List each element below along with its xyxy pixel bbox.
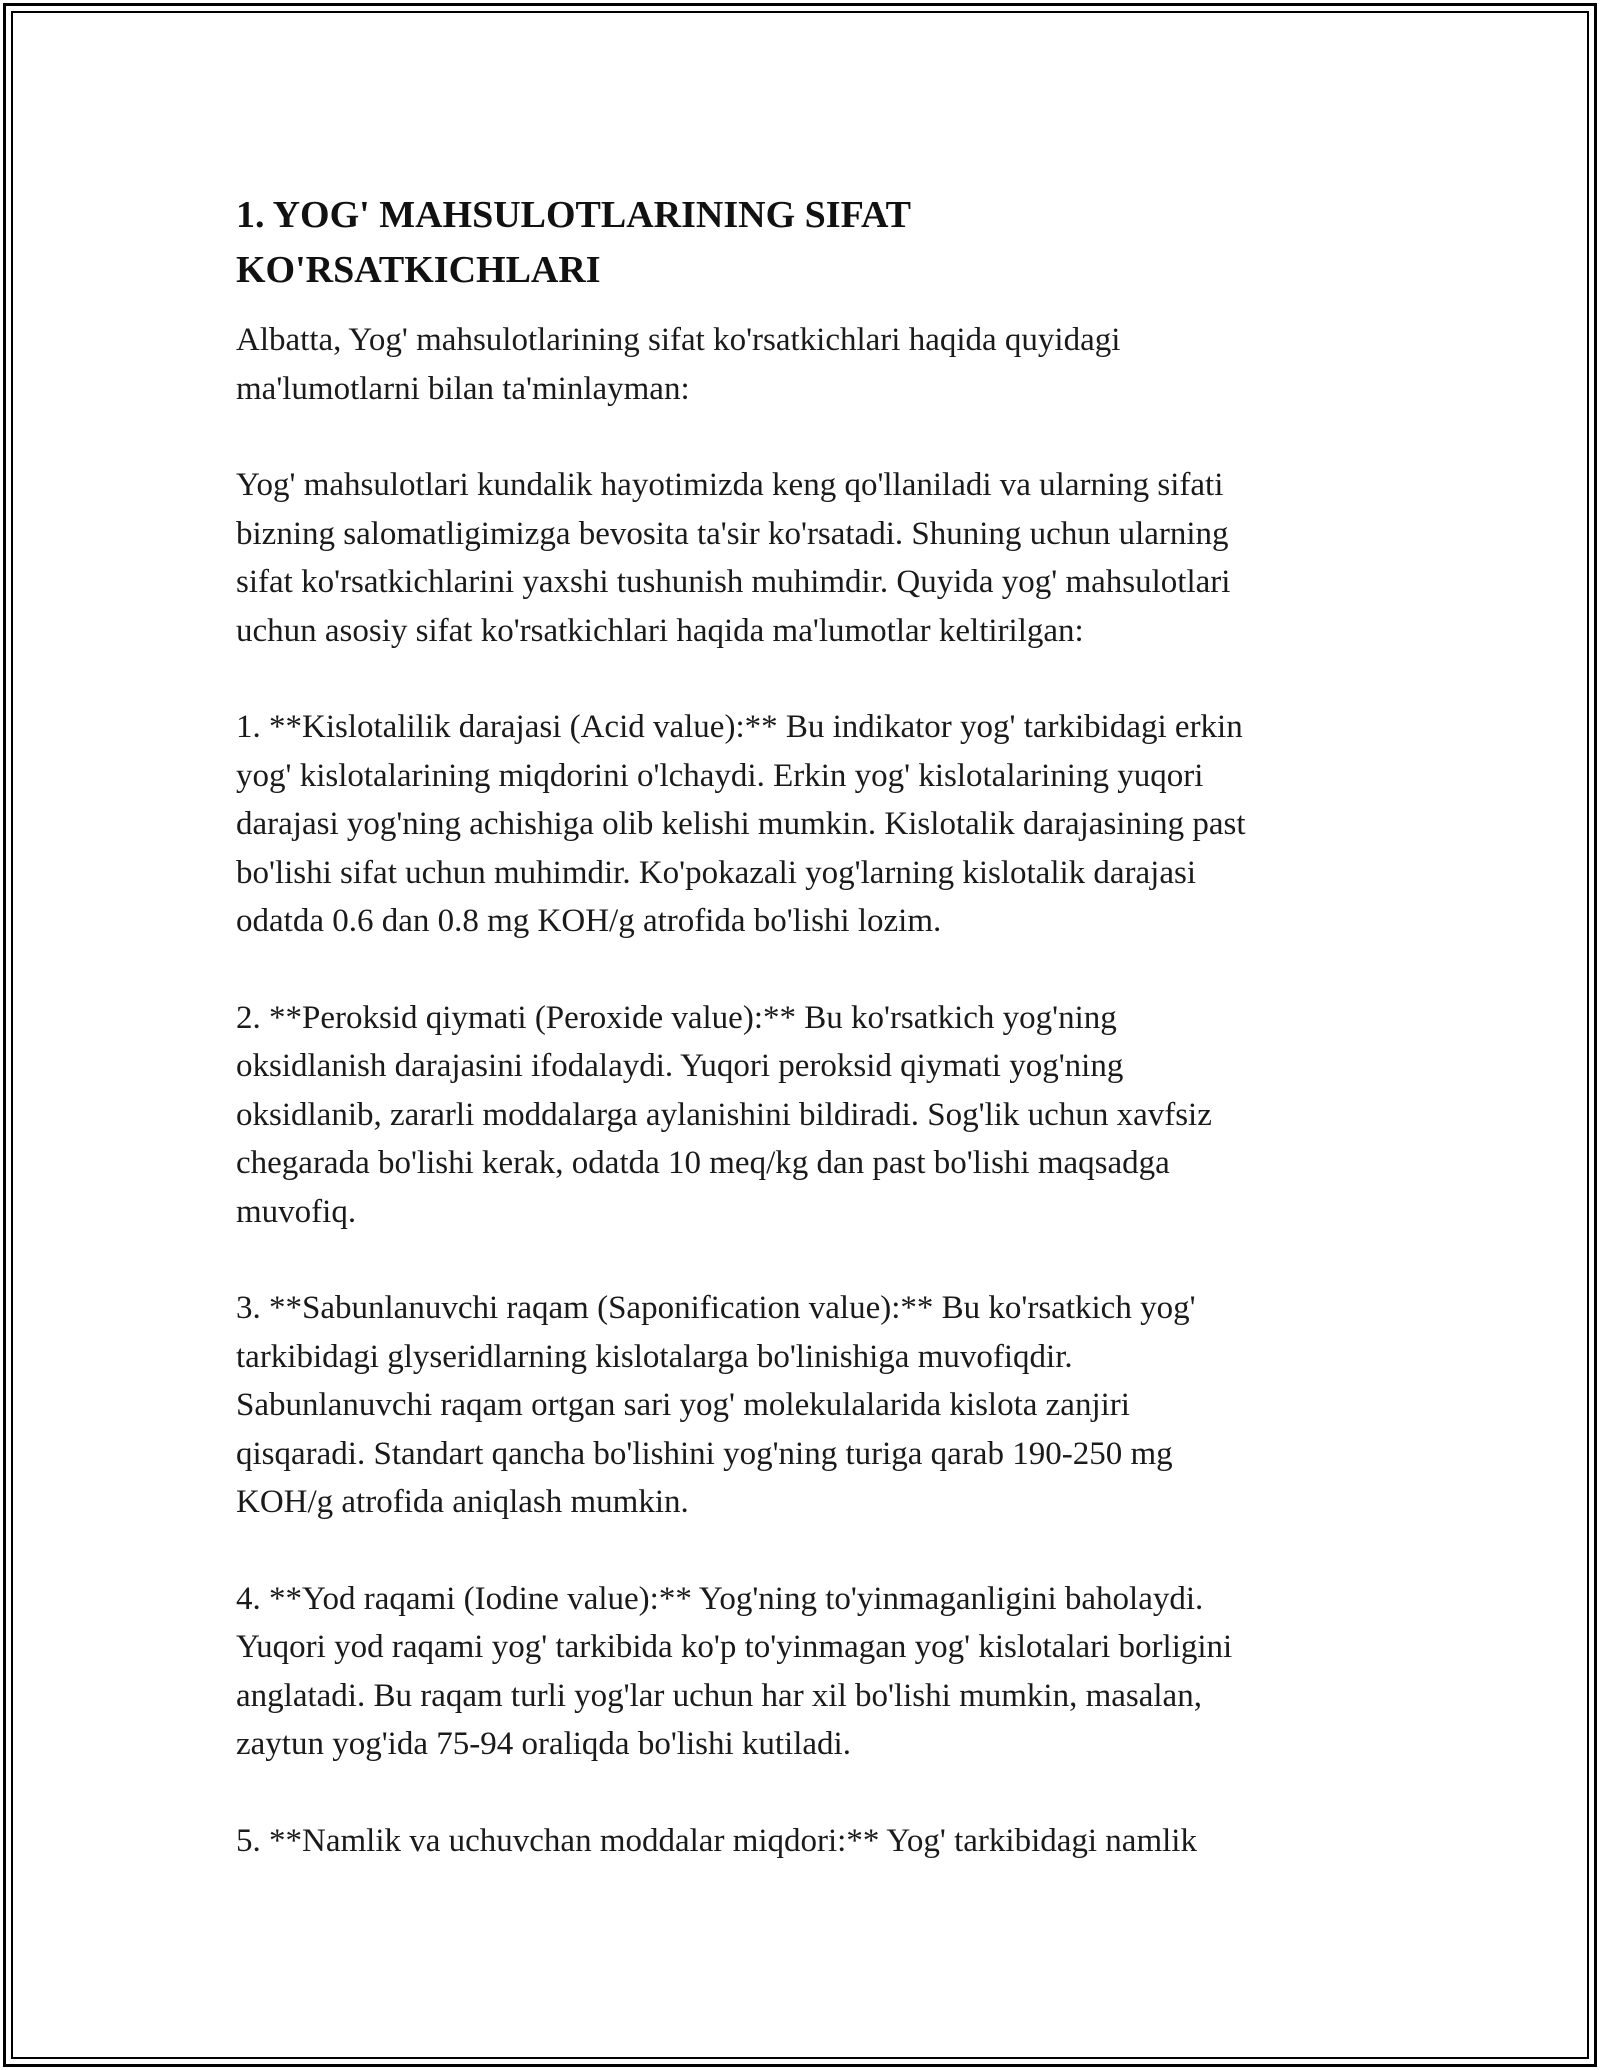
text-line: qisqaradi. Standart qancha bo'lishini yog'ning turiga qarab 190-250 mg	[236, 1435, 1173, 1472]
text-line: 1. **Kislotalilik darajasi (Acid value):** Bu indikator yog' tarkibidagi erkin	[236, 709, 1243, 745]
text-line: yog' kislotalarining miqdorini o'lchaydi. Erkin yog' kislotalarining yuqori	[236, 757, 1204, 794]
list-item-moisture	[236, 1817, 1376, 1866]
text-line: Yog' mahsulotlari kundalik hayotimizda keng qo'llaniladi va ularning sifati	[236, 467, 1224, 503]
text-line: 3. **Sabunlanuvchi raqam (Saponification value):** Bu ko'rsatkich yog'	[236, 1290, 1196, 1326]
paragraph-overview	[236, 461, 1376, 655]
text-line: 4. **Yod raqami (Iodine value):** Yog'ning to'yinmaganligini baholaydi.	[236, 1580, 1204, 1617]
document-title	[236, 188, 1376, 298]
text-line: Yuqori yod raqami yog' tarkibida ko'p to'yinmagan yog' kislotalari borligini	[236, 1629, 1233, 1665]
text-line: tarkibidagi glyseridlarning kislotalarga bo'linishiga muvofiqdir.	[236, 1338, 1073, 1375]
list-item-peroxide-value	[236, 994, 1376, 1237]
text-line: Albatta, Yog' mahsulotlarining sifat ko'rsatkichlari haqida quyidagi	[236, 322, 1121, 358]
list-item-acid-value	[236, 703, 1376, 946]
text-line: sifat ko'rsatkichlarini yaxshi tushunish muhimdir. Quyida yog' mahsulotlari	[236, 564, 1231, 600]
text-line: 5. **Namlik va uchuvchan moddalar miqdori:** Yog' tarkibidagi namlik	[236, 1822, 1197, 1859]
text-line: anglatadi. Bu raqam turli yog'lar uchun har xil bo'lishi mumkin, masalan,	[236, 1677, 1202, 1714]
text-line: bo'lishi sifat uchun muhimdir. Ko'pokazali yog'larning kislotalik darajasi	[236, 854, 1197, 891]
text-line: ma'lumotlarni bilan ta'minlayman:	[236, 370, 690, 407]
text-line: oksidlanib, zararli moddalarga aylanishini bildiradi. Sog'lik uchun xavfsiz	[236, 1096, 1212, 1133]
text-line: uchun asosiy sifat ko'rsatkichlari haqida ma'lumotlar keltirilgan:	[236, 612, 1084, 649]
text-line: darajasi yog'ning achishiga olib kelishi mumkin. Kislotalik darajasining past	[236, 806, 1246, 842]
text-line: bizning salomatligimizga bevosita ta'sir ko'rsatadi. Shuning uchun ularning	[236, 515, 1229, 552]
text-line: muvofiq.	[236, 1193, 357, 1230]
text-line: Sabunlanuvchi raqam ortgan sari yog' molekulalarida kislota zanjiri	[236, 1387, 1130, 1423]
intro-paragraph	[236, 316, 1376, 413]
text-line: KOH/g atrofida aniqlash mumkin.	[236, 1484, 689, 1520]
text-line: odatda 0.6 dan 0.8 mg KOH/g atrofida bo'lishi lozim.	[236, 903, 942, 939]
document-body	[236, 188, 1376, 1865]
title-line-1: 1. YOG' MAHSULOTLARINING SIFAT	[236, 194, 911, 236]
text-line: 2. **Peroksid qiymati (Peroxide value):** Bu ko'rsatkich yog'ning	[236, 999, 1117, 1036]
text-line: chegarada bo'lishi kerak, odatda 10 meq/kg dan past bo'lishi maqsadga	[236, 1145, 1170, 1181]
list-item-iodine-value	[236, 1575, 1376, 1769]
list-item-saponification-value	[236, 1284, 1376, 1527]
text-line: zaytun yog'ida 75-94 oraliqda bo'lishi kutiladi.	[236, 1726, 851, 1762]
title-line-2: KO'RSATKICHLARI	[236, 249, 601, 291]
text-line: oksidlanish darajasini ifodalaydi. Yuqori peroksid qiymati yog'ning	[236, 1048, 1124, 1084]
